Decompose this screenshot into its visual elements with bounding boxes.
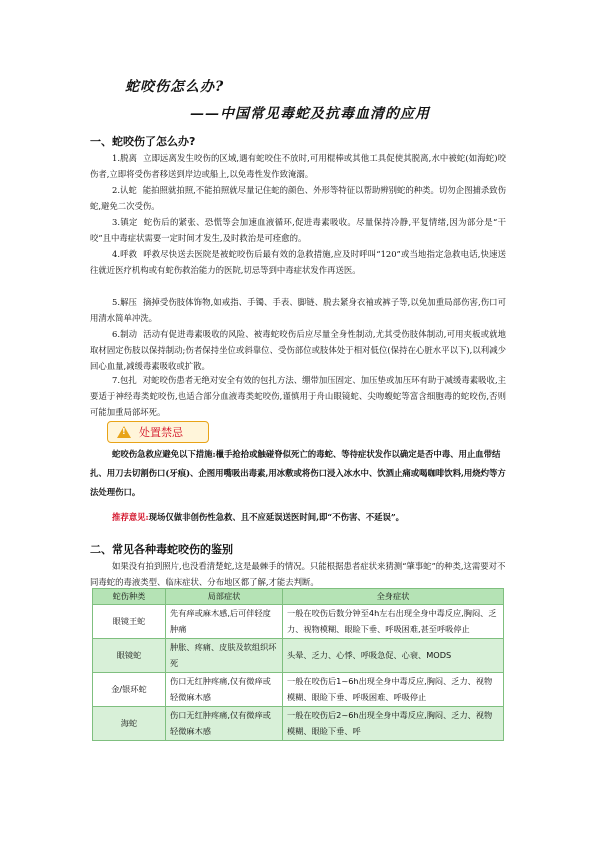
systemic-cell: 一般在咬伤后1~6h出现全身中毒反应,胸闷、乏力、视物模糊、眼睑下垂、呼吸困难、呼吸停止 [283, 673, 504, 707]
local-cell: 肿胀、疼痛、皮肤及软组织坏死 [166, 639, 283, 673]
taboo-button[interactable] [107, 421, 209, 443]
local-cell: 伤口无红肿疼痛,仅有微痒或轻微麻木感 [166, 673, 283, 707]
systemic-cell: 头晕、乏力、心悸、呼吸急促、心衰、MODS [283, 639, 504, 673]
section2-heading: 二、常见各种毒蛇咬伤的鉴别 [90, 543, 233, 556]
col-header-local: 局部症状 [166, 589, 283, 605]
step-4: 4.呼救 呼救尽快送去医院是被蛇咬伤后最有效的急救措施,应及时呼叫“120”或当地指定急救电话,快速送往就近医疗机构或有蛇伤救治能力的医院,切忌等到中毒症状发作再送医。 [90, 249, 506, 276]
section2-intro: 如果没有拍到照片,也没看清楚蛇,这是最棘手的情况。只能根据患者症状来猜测“肇事蛇”的种类,这需要对不同毒蛇的毒液类型、临床症状、分布地区都了解,才能去判断。 [90, 561, 506, 587]
table-row [93, 707, 504, 741]
snake-bite-table [92, 588, 504, 741]
recommendation [90, 511, 506, 523]
doc-subtitle: ——中国常见毒蛇及抗毒血清的应用 [190, 106, 430, 122]
local-cell: 先有痒或麻木感,后可伴轻度肿痛 [166, 605, 283, 639]
species-cell: 眼镜王蛇 [93, 605, 166, 639]
step-2: 2.认蛇 能拍照就拍照,不能拍照就尽量记住蛇的颜色、外形等特征以帮助辨别蛇的种类。切勿企图捕杀致伤蛇,避免二次受伤。 [90, 185, 506, 212]
species-cell: 海蛇 [93, 707, 166, 741]
table-header-row [93, 589, 504, 605]
section1-heading: 一、蛇咬伤了怎么办? [90, 135, 196, 148]
step-6: 6.制动 活动有促进毒素吸收的风险、被毒蛇咬伤后应尽量全身性制动,尤其受伤肢体制动,可用夹板或就地取材固定伤肢以保持制动;伤者保持坐位或斜靠位、受伤部位或肢体处于相对低位(保持在心脏水平以下),以利减少回心血量,减缓毒素吸收或扩散。 [90, 329, 506, 372]
warning-triangle-icon [117, 426, 131, 438]
col-header-species: 蛇伤种类 [93, 589, 166, 605]
table-row [93, 639, 504, 673]
step-1: 1.脱离 立即远离发生咬伤的区域,遇有蛇咬住不放时,可用棍棒或其他工具促使其脱离,水中被蛇(如海蛇)咬伤者,立即将受伤者移送到岸边或船上,以免毒性发作致淹溺。 [90, 153, 506, 180]
systemic-cell: 一般在咬伤后2~6h出现全身中毒反应,胸闷、乏力、视物模糊、眼睑下垂、呼 [283, 707, 504, 741]
doc-title: 蛇咬伤怎么办? [125, 79, 225, 95]
step-3: 3.镇定 蛇伤后的紧张、恐慌等会加速血液循环,促进毒素吸收。尽量保持冷静,平复情绪,因为部分是“干咬”且中毒症状需要一定时间才发生,及时救治是可痊愈的。 [90, 217, 507, 244]
taboo-label: 处置禁忌 [139, 426, 183, 439]
table-row [93, 673, 504, 707]
table-row [93, 605, 504, 639]
step-5: 5.解压 摘掉受伤肢体饰物,如戒指、手镯、手表、脚链、脱去紧身衣袖或裤子等,以免加重局部伤害,伤口可用清水简单冲洗。 [90, 297, 506, 324]
col-header-systemic: 全身症状 [283, 589, 504, 605]
systemic-cell: 一般在咬伤后数分钟至4h左右出现全身中毒反应,胸闷、乏力、视物模糊、眼睑下垂、呼吸困难,甚至呼吸停止 [283, 605, 504, 639]
recommendation-text: 现场仅做非创伤性急救、且不应延误送医时间,即“不伤害、不延误”。 [148, 512, 405, 522]
taboo-text: 蛇咬伤急救应避免以下措施:㯿手抢拾或触碰脊似死亡的毒蛇、等待症状发作以确定是否中毒、用止血带结扎、用刀去切割伤口(牙痕)、企图用嘴吸出毒素,用冰敷或将伤口浸入冰水中、饮酒止痛或喝咖啡饮料,用烧灼等方法处理伤口。 [90, 449, 506, 497]
recommendation-label: 推荐意见: [112, 512, 149, 522]
species-cell: 眼镜蛇 [93, 639, 166, 673]
step-7: 7.包扎 对蛇咬伤患者无绝对安全有效的包扎方法、绷带加压固定、加压垫或加压环有助于减缓毒素吸收,主要适于神经毒类蛇咬伤,也适合部分血液毒类蛇咬伤,谨慎用于舟山眼镜蛇、尖吻蝮蛇等富含细胞毒的蛇咬伤,否则可能加重局部坏死。 [90, 375, 506, 418]
local-cell: 伤口无红肿疼痛,仅有微痒或轻微麻木感 [166, 707, 283, 741]
species-cell: 金/银环蛇 [93, 673, 166, 707]
